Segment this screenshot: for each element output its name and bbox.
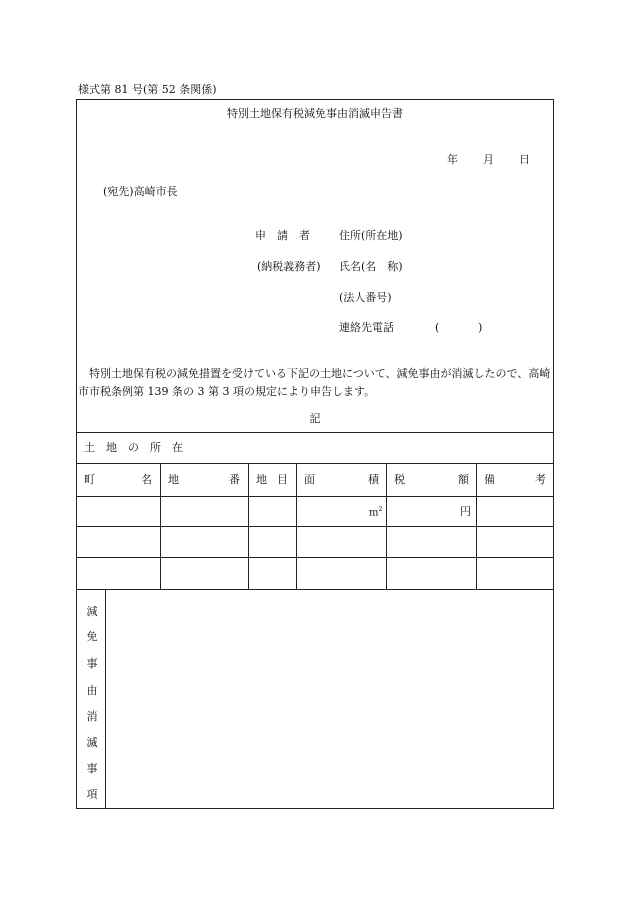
date-month-label: 月 <box>483 153 494 166</box>
header-town-char-1: 町 <box>84 473 95 486</box>
reason-char-5: 消 <box>86 710 98 723</box>
date-day-label: 日 <box>519 153 530 166</box>
header-lot <box>168 474 240 485</box>
reason-col-sep <box>105 589 106 809</box>
reason-char-4: 由 <box>86 684 98 697</box>
form-number: 様式第 81 号(第 52 条関係) <box>78 83 217 96</box>
reason-char-2: 免 <box>86 630 98 643</box>
data-row-3-line <box>77 589 554 590</box>
form-title: 特別土地保有税減免事由消滅申告書 <box>227 107 403 120</box>
location-row-line <box>77 463 554 464</box>
header-remarks-char-1: 備 <box>484 473 495 486</box>
area-unit-sup: 2 <box>378 506 383 513</box>
header-area-char-1: 面 <box>304 473 315 486</box>
phone-label: 連絡先電話 <box>339 321 394 334</box>
reason-char-6: 滅 <box>86 736 98 749</box>
header-category-char-2: 目 <box>277 473 288 486</box>
header-tax-char-1: 税 <box>394 473 405 486</box>
applicant-role-sub: (納税義務者) <box>257 260 321 273</box>
applicant-role: 申 請 者 <box>255 229 310 242</box>
tax-unit: 円 <box>460 505 471 518</box>
town-cell-1[interactable] <box>78 498 159 525</box>
address-label: 住所(所在地) <box>339 229 403 242</box>
header-area-char-2: 積 <box>368 473 379 486</box>
col-sep-4 <box>386 463 387 589</box>
col-sep-5 <box>476 463 477 589</box>
header-tax-char-2: 額 <box>458 473 469 486</box>
data-row-1-line <box>77 526 554 527</box>
header-remarks <box>484 474 546 485</box>
header-area <box>304 474 379 485</box>
header-remarks-char-2: 考 <box>535 473 546 486</box>
col-sep-1 <box>160 463 161 589</box>
area-unit-base: m <box>369 507 379 519</box>
header-row-line <box>77 496 554 497</box>
reason-char-7: 事 <box>86 762 98 775</box>
date-year-label: 年 <box>447 153 458 166</box>
data-row-2-line <box>77 557 554 558</box>
header-town-char-2: 名 <box>141 473 152 486</box>
statement-paragraph: 特別土地保有税の減免措置を受けている下記の土地について、減免事由が消滅したので、高崎市市税条例第 139 条の 3 第 3 項の規定により申告します。 <box>78 367 551 398</box>
area-unit <box>369 507 382 518</box>
reason-entry-area[interactable] <box>107 591 553 808</box>
header-category <box>256 474 288 485</box>
col-sep-2 <box>248 463 249 589</box>
col-sep-3 <box>296 463 297 589</box>
addressee: (宛先)高崎市長 <box>103 185 178 198</box>
header-lot-char-2: 番 <box>229 473 240 486</box>
header-tax <box>394 474 469 485</box>
ki-heading: 記 <box>309 412 321 425</box>
reason-char-8: 項 <box>86 788 98 801</box>
reason-char-3: 事 <box>86 657 98 670</box>
header-town <box>84 474 152 485</box>
reason-char-1: 減 <box>86 605 98 618</box>
table-top-line <box>77 432 554 433</box>
phone-paren-close: ) <box>478 321 483 334</box>
phone-paren-open: ( <box>435 321 440 334</box>
header-category-char-1: 地 <box>256 473 267 486</box>
land-location-label: 土 地 の 所 在 <box>84 441 183 454</box>
name-label: 氏名(名 称) <box>339 260 403 273</box>
corp-number-label: (法人番号) <box>339 291 392 304</box>
header-lot-char-1: 地 <box>168 473 179 486</box>
